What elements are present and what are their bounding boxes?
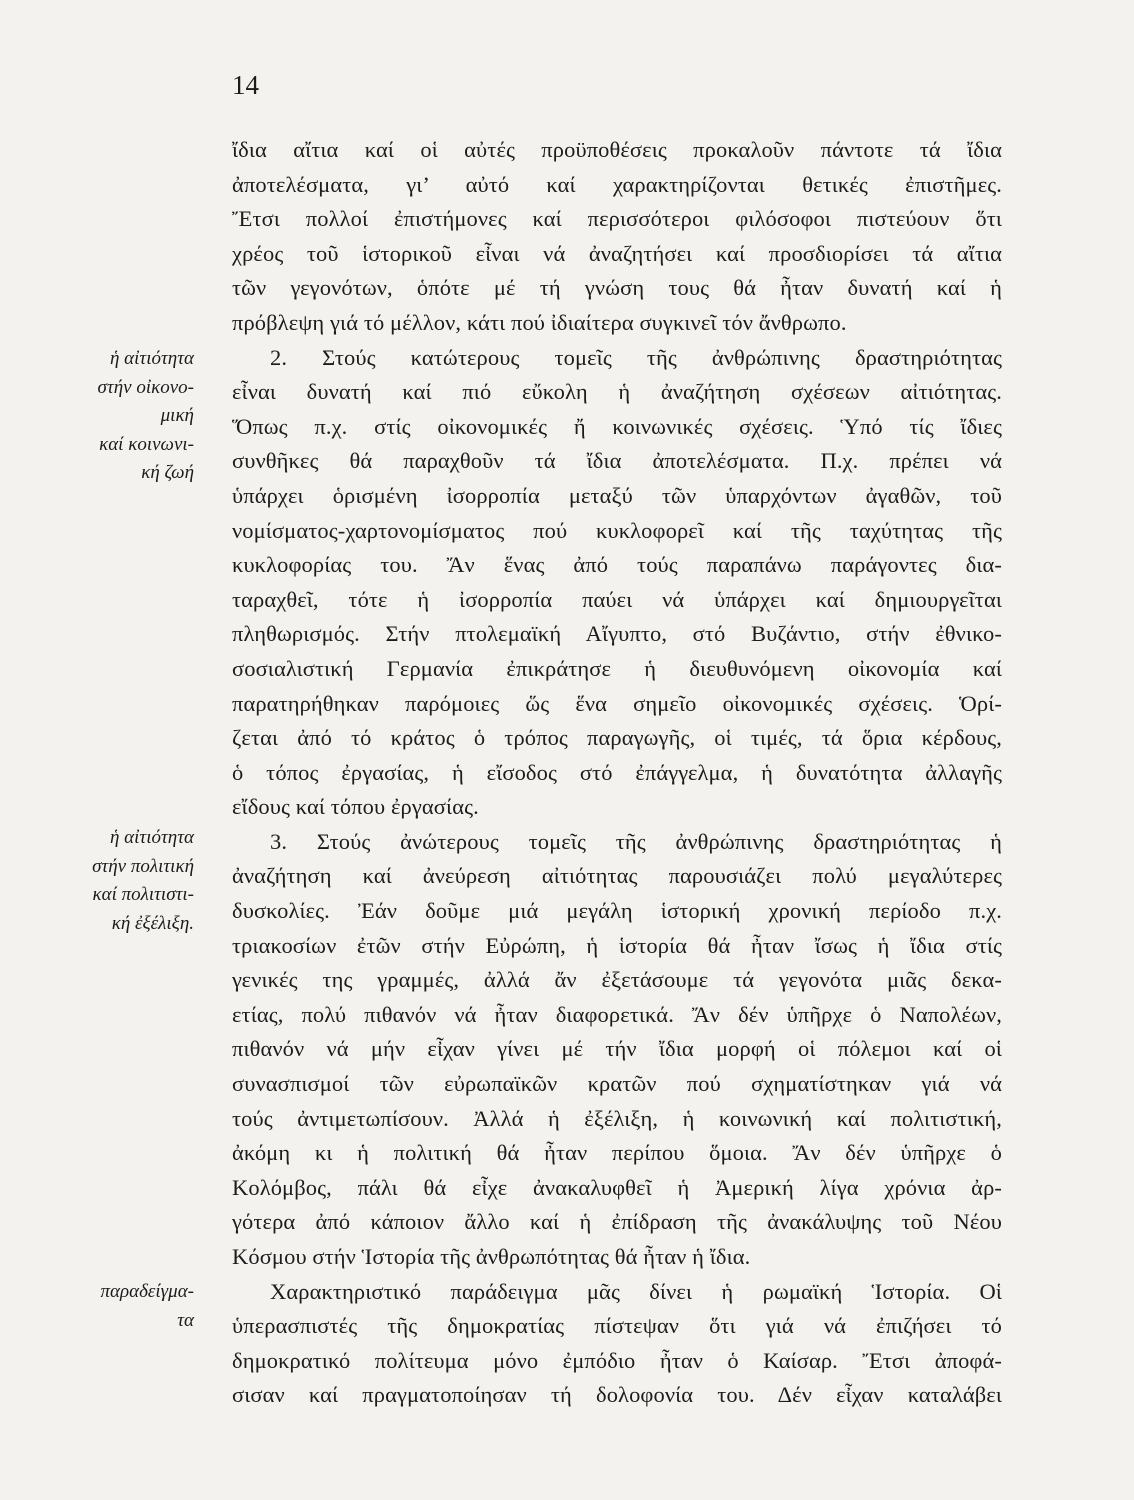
body-line: ζεται ἀπό τό κράτος ὁ τρόπος παραγωγῆς, οἱ τιμές, τά ὅρια κέρδους,: [232, 725, 1002, 751]
body-line: ἴδια αἴτια καί οἱ αὐτές προϋποθέσεις προκαλοῦν πάντοτε τά ἴδια: [232, 137, 1002, 162]
body-line: δυσκολίες. Ἐάν δοῦμε μιά μεγάλη ἱστορική χρονική περίοδο π.χ.: [232, 898, 1002, 924]
body-line: τούς ἀντιμετωπίσουν. Ἀλλά ἡ ἐξέλιξη, ἡ κοινωνική καί πολιτιστική,: [232, 1105, 1002, 1131]
margin-note-line: κή ἐξέλιξη.: [111, 912, 194, 934]
body-line: δημοκρατικό πολίτευμα μόνο ἐμπόδιο ἦταν ὁ Καίσαρ. Ἔτσι ἀποφά-: [232, 1347, 1002, 1373]
margin-note-line: στήν οἰκονο-: [97, 376, 194, 398]
margin-note-line: παραδείγμα-: [100, 1281, 194, 1302]
body-line: ὑπερασπιστές τῆς δημοκρατίας πίστεψαν ὅτι γιά νά ἐπιζήσει τό: [232, 1313, 1002, 1339]
body-line: εἶναι δυνατή καί πιό εὔκολη ἡ ἀναζήτηση σχέσεων αἰτιότητας.: [232, 379, 1002, 405]
body-line: σοσιαλιστική Γερμανία ἐπικράτησε ἡ διευθυνόμενη οἰκονομία καί: [232, 655, 1002, 681]
body-line: γενικές της γραμμές, ἀλλά ἄν ἐξετάσουμε τά γεγονότα μιᾶς δεκα-: [232, 967, 1002, 993]
margin-note-line: μική: [160, 405, 194, 427]
body-line: ὁ τόπος ἐργασίας, ἡ εἴσοδος στό ἐπάγγελμα, ἡ δυνατότητα ἀλλαγῆς: [232, 759, 1002, 785]
page-number: 14: [232, 70, 259, 100]
body-line: νομίσματος-χαρτονομίσματος πού κυκλοφορεῖ καί τῆς ταχύτητας τῆς: [232, 517, 1002, 543]
body-line: χρέος τοῦ ἱστορικοῦ εἶναι νά ἀναζητήσει καί προσδιορίσει τά αἴτια: [232, 240, 1002, 266]
body-text: [232, 133, 1002, 1413]
margin-note-line: καί κοινωνι-: [99, 433, 194, 455]
body-line: γότερα ἀπό κάποιον ἄλλο καί ἡ ἐπίδραση τῆς ἀνακάλυψης τοῦ Νέου: [232, 1209, 1002, 1235]
body-line: τριακοσίων ἐτῶν στήν Εὐρώπη, ἡ ἱστορία θά ἦταν ἴσως ἡ ἴδια στίς: [232, 932, 1002, 958]
body-line: τῶν γεγονότων, ὁπότε μέ τή γνώση τους θά ἦταν δυνατή καί ἡ: [232, 275, 1002, 301]
body-line: πληθωρισμός. Στήν πτολεμαϊκή Αἴγυπτο, στό Βυζάντιο, στήν ἐθνικο-: [232, 621, 1002, 647]
body-line: κυκλοφορίας του. Ἄν ἕνας ἀπό τούς παραπάνω παράγοντες δια-: [232, 552, 1002, 578]
body-line: Χαρακτηριστικό παράδειγμα μᾶς δίνει ἡ ρωμαϊκή Ἱστορία. Οἱ: [270, 1278, 1002, 1304]
body-line: ταραχθεῖ, τότε ἡ ἰσορροπία παύει νά ὑπάρχει καί δημιουργεῖται: [232, 586, 1002, 612]
body-line: σισαν καί πραγματοποίησαν τή δολοφονία του. Δέν εἶχαν καταλάβει: [232, 1382, 1002, 1408]
body-line: πιθανόν νά μήν εἶχαν γίνει μέ τήν ἴδια μορφή οἱ πόλεμοι καί οἱ: [232, 1036, 1002, 1062]
margin-note-political-causality: [14, 824, 194, 938]
margin-note-line: καί πολιτιστι-: [92, 884, 194, 906]
margin-note-line: ἡ αἰτιότητα: [109, 348, 194, 369]
margin-note-line: κή ζωή: [141, 462, 194, 484]
body-line: Ἔτσι πολλοί ἐπιστήμονες καί περισσότεροι φιλόσοφοι πιστεύουν ὅτι: [232, 206, 1002, 232]
body-line: συνασπισμοί τῶν εὐρωπαϊκῶν κρατῶν πού σχηματίστηκαν γιά νά: [232, 1071, 1002, 1097]
body-line: Ὅπως π.χ. στίς οἰκονομικές ἤ κοινωνικές σχέσεις. Ὑπό τίς ἴδιες: [232, 413, 1002, 439]
body-line: εἴδους καί τόπου ἐργασίας.: [232, 794, 479, 820]
body-line: Κολόμβος, πάλι θά εἶχε ἀνακαλυφθεῖ ἡ Ἀμερική λίγα χρόνια ἀρ-: [232, 1174, 1002, 1200]
body-line: ἀναζήτηση καί ἀνεύρεση αἰτιότητας παρουσιάζει πολύ μεγαλύτερες: [232, 863, 1002, 889]
margin-note-line: στήν πολιτική: [92, 855, 194, 877]
margin-note-economic-causality: [14, 345, 194, 488]
body-line: παρατηρήθηκαν παρόμοιες ὥς ἕνα σημεῖο οἰκονομικές σχέσεις. Ὁρί-: [232, 690, 1002, 716]
body-line: Κόσμου στήν Ἱστορία τῆς ἀνθρωπότητας θά ἦταν ἡ ἴδια.: [232, 1244, 751, 1269]
body-line: ετίας, πολύ πιθανόν νά ἦταν διαφορετικά. Ἄν δέν ὑπῆρχε ὁ Ναπολέων,: [232, 1001, 1002, 1027]
body-line: πρόβλεψη γιά τό μέλλον, κάτι πού ἰδιαίτερα συγκινεῖ τόν ἄνθρωπο.: [232, 309, 847, 335]
margin-note-line: τα: [177, 1309, 194, 1331]
body-line: 3. Στούς ἀνώτερους τομεῖς τῆς ἀνθρώπινης δραστηριότητας ἡ: [270, 828, 1002, 854]
margin-note-examples: [14, 1278, 194, 1335]
body-line: ὑπάρχει ὁρισμένη ἰσορροπία μεταξύ τῶν ὑπαρχόντων ἀγαθῶν, τοῦ: [232, 482, 1002, 508]
body-line: ἀποτελέσματα, γι’ αὐτό καί χαρακτηρίζονται θετικές ἐπιστῆμες.: [232, 171, 1002, 197]
body-line: συνθῆκες θά παραχθοῦν τά ἴδια ἀποτελέσματα. Π.χ. πρέπει νά: [232, 448, 1002, 474]
body-line: ἀκόμη κι ἡ πολιτική θά ἦταν περίπου ὅμοια. Ἄν δέν ὑπῆρχε ὁ: [232, 1140, 1002, 1166]
margin-note-line: ἡ αἰτιότητα: [109, 827, 194, 848]
body-line: 2. Στούς κατώτερους τομεῖς τῆς ἀνθρώπινης δραστηριότητας: [270, 344, 1002, 370]
